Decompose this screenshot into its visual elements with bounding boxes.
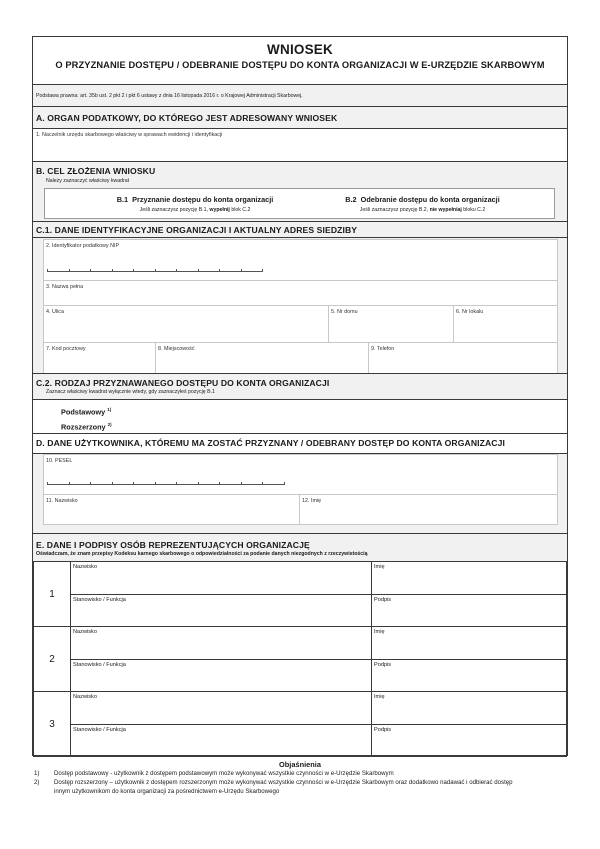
section-c2-hint: Zaznacz właściwy kwadrat wyłącznie wtedy, gdy zaznaczyłeś pozycję B.1: [46, 389, 215, 395]
section-e-header: [33, 533, 567, 561]
field-person-signature[interactable]: Podpis: [372, 724, 567, 757]
field-user-first-name-label: 12. Imię: [302, 498, 322, 504]
person-row: [34, 594, 567, 627]
field-person-position[interactable]: Stanowisko / Funkcja: [71, 724, 372, 757]
purpose-options-box: [44, 188, 555, 219]
section-a-title: A. ORGAN PODATKOWY, DO KTÓREGO JEST ADRESOWANY WNIOSEK: [36, 113, 338, 123]
explanation-item: 1) Dostęp podstawowy - użytkownik z dostępem podstawowym może wykonywać wszystkie czynności w e-Urzędzie Skarbowym: [34, 770, 394, 777]
field-person-first-name[interactable]: Imię: [372, 627, 567, 660]
field-nip-label: 2. Identyfikator podatkowy NIP: [46, 243, 120, 249]
field-person-position[interactable]: Stanowisko / Funkcja: [71, 594, 372, 627]
field-pesel-label: 10. PESEL: [46, 458, 73, 464]
option-basic-access[interactable]: Podstawowy $^{1)}$: [61, 407, 112, 417]
field-person-position[interactable]: Stanowisko / Funkcja: [71, 659, 372, 692]
section-d-title: D. DANE UŻYTKOWNIKA, KTÓREMU MA ZOSTAĆ PRZYZNANY / ODEBRANY DOSTĘP DO KONTA ORGANIZACJI: [36, 438, 505, 448]
option-b2-code: B.2: [345, 195, 357, 204]
section-b-title: B. CEL ZŁOŻENIA WNIOSKU: [36, 166, 156, 176]
pesel-digit-boxes[interactable]: [47, 480, 284, 485]
field-pesel[interactable]: [43, 454, 558, 495]
field-person-first-name[interactable]: Imię: [372, 562, 567, 595]
person-row: [34, 627, 567, 660]
section-e-title: E. DANE I PODPISY OSÓB REPREZENTUJĄCYCH ORGANIZACJĘ: [36, 540, 310, 550]
option-b2[interactable]: [335, 195, 510, 213]
field-user-first-name[interactable]: [299, 494, 558, 525]
form-subtitle: O PRZYZNANIE DOSTĘPU / ODEBRANIE DOSTĘPU DO KONTA ORGANIZACJI W E-URZĘDZIE SKARBOWYM: [55, 60, 545, 70]
person-row: [34, 659, 567, 692]
field-house-number-label: 5. Nr domu: [331, 309, 358, 315]
field-person-first-name[interactable]: Imię: [372, 692, 567, 725]
option-b2-label: Odebranie dostępu do konta organizacji: [360, 195, 500, 204]
field-phone[interactable]: [368, 342, 558, 374]
person-row: [34, 724, 567, 757]
option-b1-label: Przyznanie dostępu do konta organizacji: [132, 195, 274, 204]
section-a-header: [33, 106, 567, 128]
section-c1: [33, 221, 567, 373]
option-b1-note: Jeśli zaznaczysz pozycję B.1, wypełnij blok C.2: [139, 207, 251, 213]
section-c1-title: C.1. DANE IDENTYFIKACYJNE ORGANIZACJI I AKTUALNY ADRES SIEDZIBY: [36, 225, 358, 235]
field-person-surname[interactable]: Nazwisko: [71, 627, 372, 660]
field-apartment-number[interactable]: [453, 305, 558, 343]
field-postal-code[interactable]: [43, 342, 156, 374]
field-user-surname[interactable]: [43, 494, 300, 525]
form-title: WNIOSEK: [267, 42, 333, 57]
section-d-body: [33, 453, 567, 533]
person-number: 3: [34, 692, 71, 757]
nip-digit-boxes[interactable]: [47, 267, 262, 272]
person-number: 1: [34, 562, 71, 627]
person-number: 2: [34, 627, 71, 692]
explanation-item: 2) Dostęp rozszerzony – użytkownik z dostępem rozszerzonym może wykonywać wszystkie czynności w e-Urzędzie Skarbowym oraz dodatkowo nadawać i odbierać dostęp innym użytkownikom do konta organizacji za pośrednictwem e-Urzędu Skarbowego: [34, 779, 513, 795]
explanations-title: Objaśnienia: [279, 760, 321, 769]
field-person-signature[interactable]: Podpis: [372, 594, 567, 627]
field-full-name[interactable]: [43, 280, 558, 306]
section-b: [33, 161, 567, 221]
section-c2-title: C.2. RODZAJ PRZYZNAWANEGO DOSTĘPU DO KONTA ORGANIZACJI: [36, 378, 330, 388]
section-d-header: [33, 433, 567, 453]
section-c2-header: [33, 373, 567, 399]
field-city[interactable]: [155, 342, 369, 374]
field-person-surname[interactable]: Nazwisko: [71, 692, 372, 725]
section-b-hint: Należy zaznaczyć właściwy kwadrat: [46, 178, 130, 184]
field-user-surname-label: 11. Nazwisko: [46, 498, 78, 504]
explanations: [32, 760, 568, 796]
option-b1-code: B.1: [116, 195, 129, 204]
field-house-number[interactable]: [328, 305, 454, 343]
field-person-surname[interactable]: Nazwisko: [71, 562, 372, 595]
option-b1[interactable]: [110, 195, 280, 213]
option-extended-access[interactable]: Rozszerzony $^{2)}$: [61, 422, 112, 432]
field-phone-label: 9. Telefon: [371, 346, 395, 352]
form-title-block: [33, 37, 567, 84]
legal-basis: Podstawa prawna: art. 35b ust. 2 pkt 2 i pkt 6 ustawy z dnia 16 listopada 2016 r. o Krajowej Administracji Skarbowej.: [33, 84, 567, 106]
field-tax-office-label: 1. Naczelnik urzędu skarbowego właściwy w sprawach ewidencji i identyfikacji: [36, 132, 223, 138]
field-city-label: 8. Miejscowość: [158, 346, 195, 352]
application-form: [32, 36, 568, 756]
field-tax-office[interactable]: [33, 128, 567, 161]
section-c2-options: [33, 399, 567, 433]
field-street-label: 4. Ulica: [46, 309, 64, 315]
field-person-signature[interactable]: Podpis: [372, 659, 567, 692]
section-e-declaration: Oświadczam, że znam przepisy Kodeksu karnego skarbowego o odpowiedzialności za podanie danych niezgodnych z rzeczywistością: [36, 551, 368, 557]
field-street[interactable]: [43, 305, 329, 343]
field-postal-code-label: 7. Kod pocztowy: [46, 346, 86, 352]
field-full-name-label: 3. Nazwa pełna: [46, 284, 84, 290]
person-row: [34, 562, 567, 595]
field-apartment-number-label: 6. Nr lokalu: [456, 309, 484, 315]
representatives-table: [33, 561, 567, 757]
field-nip[interactable]: [43, 239, 558, 281]
person-row: [34, 692, 567, 725]
option-b2-note: Jeśli zaznaczysz pozycję B.2, nie wypełniaj bloku C.2: [359, 207, 486, 213]
